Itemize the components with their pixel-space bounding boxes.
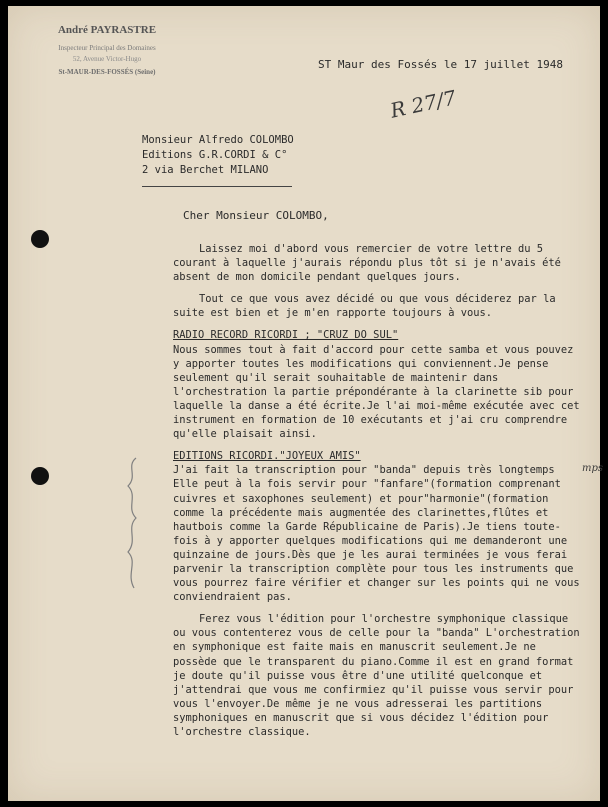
margin-annotation: mps: [582, 463, 604, 474]
paragraph: Ferez vous l'édition pour l'orchestre symphonique classique ou vous contenterez vous de celle pour la "banda" L'orchestration en symphonique est faite mais en manuscrit seulement.Je ne possède que le transparent du piano.Comme il est en grand format je doute qu'il puisse vous être d'une utilité quelconque et j'attendrai que vous me confirmiez qu'il puisse vous servir pour vous l'envoyer.De même je ne vous adresserai les partitions symphoniques en manuscrit que si vous décidez l'édition pour l'orchestre classique.: [173, 613, 580, 738]
letterhead-title: Inspecteur Principal des Domaines: [58, 44, 156, 52]
greeting: Cher Monsieur COLOMBO,: [183, 209, 329, 222]
recipient-line: 2 via Berchet MILANO: [142, 164, 269, 176]
paragraph: J'ai fait la transcription pour "banda" depuis très longtemps Elle peut à la fois servir pour "fanfare"(formation comprenant cuivres et saxophones seulement) et pour"harmonie"(formation comme la précédente mais augmentée des clarinettes,flûtes et hautbois comme la Garde Républicaine de Paris).Je tiens toute-fois à y apporter quelques modifications qui me demanderont une quinzaine de jours.Dès que je les aurai terminées je vous ferai parvenir la transcription complète pour tous les instruments que vous pourrez faire vérifier et changer sur les points qui ne vous conviendraient pas.: [173, 464, 580, 604]
section-heading-joyeux-amis: EDITIONS RICORDI."JOYEUX AMIS": [173, 450, 361, 463]
letterhead: [32, 24, 182, 76]
punch-hole: [31, 230, 49, 248]
recipient-line: Editions G.R.CORDI & C°: [142, 149, 288, 161]
paragraph: Nous sommes tout à fait d'accord pour cette samba et vous pouvez y apporter toutes les modifications qui conviennent.Je pense seulement qu'il serait souhaitable de maintenir dans l'orchestration la partie prépondérante à la clarinette sib pour laquelle la danse a été écrite.Je l'ai moi-même exécutée avec cet instrument en formation de 10 exécutants et j'ai cru comprendre qu'elle plaisait ainsi.: [173, 343, 580, 441]
handwritten-reference: [388, 85, 459, 182]
reference-mark: R 27/7: [388, 85, 459, 123]
letterhead-name: André PAYRASTRE: [57, 24, 157, 36]
date-line: ST Maur des Fossés le 17 juillet 1948: [318, 58, 564, 71]
margin-bracket-mark: [122, 456, 144, 591]
paragraph: Tout ce que vous avez décidé ou que vous déciderez par la suite est bien et je m'en rapporte toujours à vous.: [173, 293, 556, 320]
letterhead-address: 52, Avenue Victor-Hugo: [72, 55, 142, 63]
address-underline: [142, 186, 292, 187]
section-heading-cruz-do-sul: RADIO RECORD RICORDI ; "CRUZ DO SUL": [173, 329, 399, 342]
paragraph: Laissez moi d'abord vous remercier de votre lettre du 5 courant à laquelle j'aurais répondu plus tôt si je n'avais été absent de mon domicile pendant quelques jours.: [173, 243, 561, 284]
letterhead-city: St-MAUR-DES-FOSSÉS (Seine): [58, 68, 156, 76]
punch-hole: [31, 467, 49, 485]
letter-body: [173, 242, 583, 747]
recipient-address: [142, 133, 294, 178]
letter-page: [8, 6, 604, 801]
recipient-line: Monsieur Alfredo COLOMBO: [142, 134, 294, 146]
